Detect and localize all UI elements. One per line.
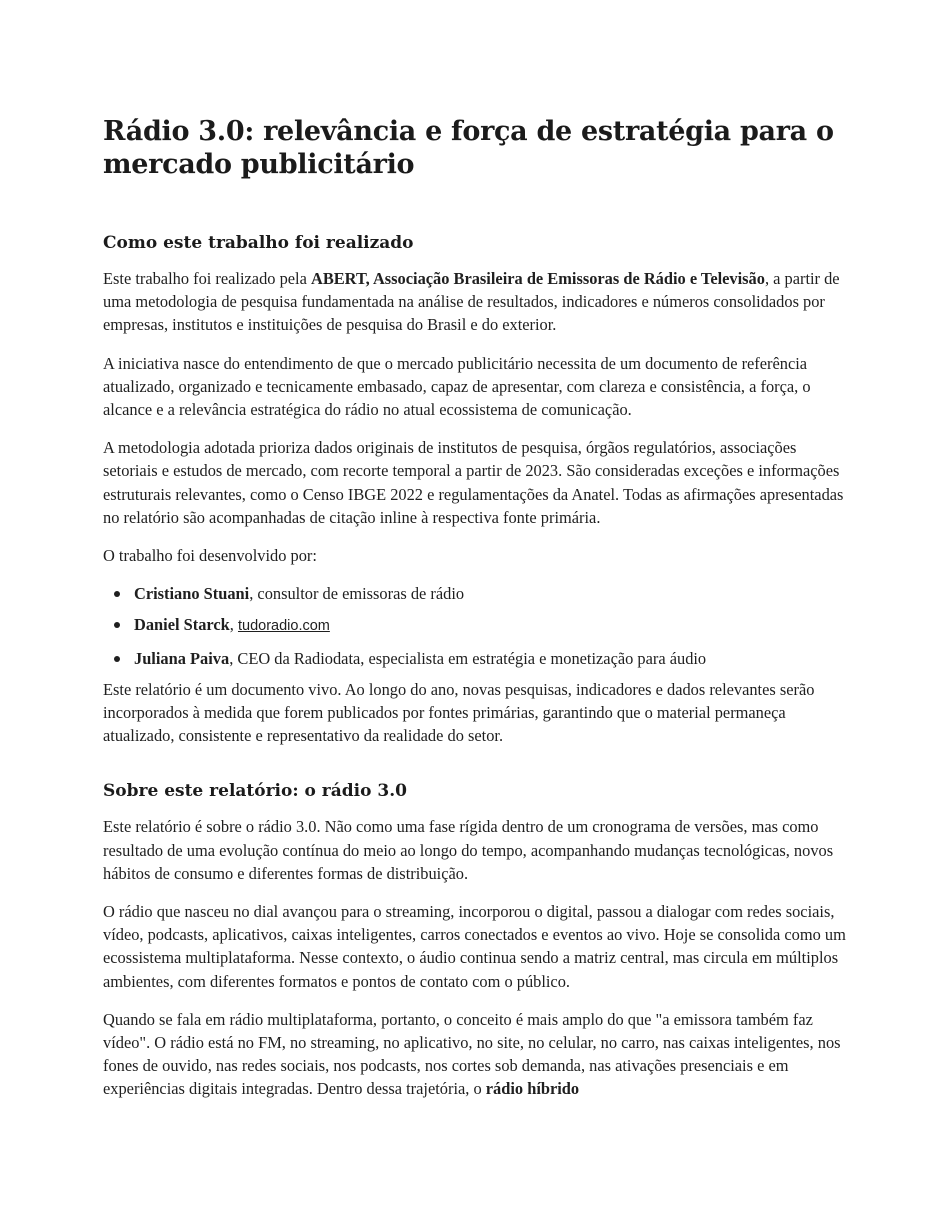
paragraph-abert: [103, 267, 851, 337]
page-title: Rádio 3.0: relevância e força de estratégia para o mercado publicitário: [103, 116, 834, 180]
paragraph-text: Este trabalho foi realizado pela: [103, 269, 311, 288]
author-name: Juliana Paiva: [134, 648, 230, 668]
hybrid-radio-bold: rádio híbrido: [485, 1079, 580, 1099]
section-how-made: [103, 232, 851, 747]
section-heading-about-report: Sobre este relatório: o rádio 3.0: [103, 781, 407, 802]
list-item: [103, 613, 851, 638]
paragraph-text: , a partir de uma metodologia de pesquisa fundamentada na análise de resultados, indicadores e números consolidados por empresas, institutos e instituições de pesquisa do Brasil e do exterior.: [103, 269, 840, 335]
author-name: Cristiano Stuani: [134, 584, 250, 604]
list-item: [103, 647, 851, 670]
section-about-report: [103, 780, 851, 1100]
author-name: Daniel Starck: [134, 615, 230, 635]
bullet-icon: [114, 656, 120, 662]
paragraph-about-radio: Este relatório é sobre o rádio 3.0. Não como uma fase rígida dentro de um cronograma de versões, mas como resultado de uma evolução contínua do meio ao longo do tempo, acompanhando mudanças tecnológicas, novos hábitos de consumo e diferentes formas de distribuição.: [103, 817, 834, 883]
tudoradio-link[interactable]: tudoradio.com: [237, 618, 330, 635]
paragraph-living-document: Este relatório é um documento vivo. Ao longo do ano, novas pesquisas, indicadores e dados relevantes serão incorporados à medida que forem publicados por fontes primárias, garantindo que o material permaneça atualizado, consistente e representativo da realidade do setor.: [103, 679, 815, 746]
paragraph-initiative: A iniciativa nasce do entendimento de que o mercado publicitário necessita de um documento de referência atualizado, organizado e tecnicamente embasado, capaz de apresentar, com clareza e consistência, a força, o alcance e a relevância estratégica do rádio no atual ecossistema de comunicação.: [103, 353, 811, 420]
list-item: [103, 582, 851, 605]
paragraph-developed-by: O trabalho foi desenvolvido por:: [103, 546, 317, 566]
abert-bold-name: ABERT, Associação Brasileira de Emissoras de Rádio e Televisão: [310, 269, 765, 288]
paragraph-radio-evolution: O rádio que nasceu no dial avançou para o streaming, incorporou o digital, passou a dialogar com redes sociais, vídeo, podcasts, aplicativos, caixas inteligentes, carros conectados e eventos ao vivo. Hoje se consolida como um ecossistema multiplataforma. Nesse contexto, o áudio continua sendo a matriz central, mas circula em múltiplos ambientes, com diferentes formatos e pontos de contato com o público.: [103, 902, 846, 991]
section-spacer: [103, 747, 851, 780]
paragraph-multiplatform: [103, 1008, 851, 1101]
author-role: , consultor de emissoras de rádio: [249, 584, 465, 604]
author-role: , CEO da Radiodata, especialista em estratégia e monetização para áudio: [229, 648, 707, 668]
section-heading-how-made: Como este trabalho foi realizado: [103, 233, 414, 253]
bullet-icon: [114, 622, 120, 628]
bullet-icon: [114, 591, 120, 597]
author-separator: ,: [229, 615, 238, 635]
paragraph-text: Quando se fala em rádio multiplataforma, portanto, o conceito é mais amplo do que "a emissora também faz vídeo". O rádio está no FM, no streaming, no aplicativo, no site, no celular, no carro, nas caixas inteligentes, nos fones de ouvido, nas redes sociais, nos podcasts, nos cortes sob demanda, nas ativações presenciais e em experiências digitais integradas. Dentro dessa trajetória, o: [103, 1009, 841, 1099]
authors-list: [103, 582, 851, 670]
document-page: [103, 115, 851, 1101]
paragraph-methodology: A metodologia adotada prioriza dados originais de institutos de pesquisa, órgãos regulatórios, associações setoriais e estudos de mercado, com recorte temporal a partir de 2023. São consideradas exceções e informações estruturais relevantes, como o Censo IBGE 2022 e regulamentações da Anatel. Todas as afirmações apresentadas no relatório são acompanhadas de citação inline à respectiva fonte primária.: [103, 438, 844, 527]
